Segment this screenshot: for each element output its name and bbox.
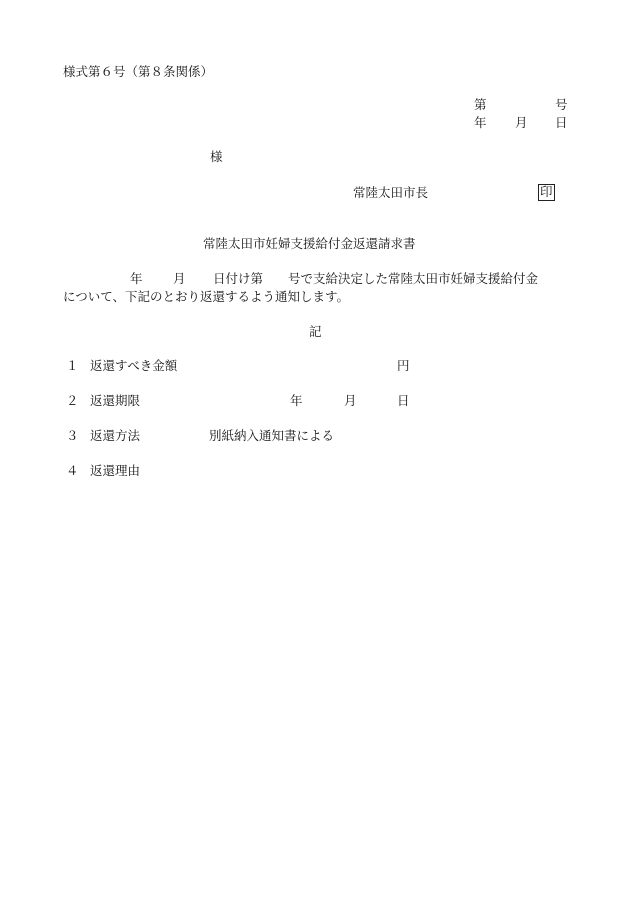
body-line2: について、下記のとおり返還するよう通知します。 bbox=[63, 289, 350, 304]
item-3-number: ３ bbox=[66, 428, 79, 443]
item-1-label: 返還すべき金額 bbox=[90, 358, 178, 373]
form-label: 様式第６号（第８条関係） bbox=[63, 64, 214, 79]
item-4-number: ４ bbox=[66, 463, 79, 478]
document-title: 常陸太田市妊婦支援給付金返還請求書 bbox=[203, 236, 416, 251]
body-month: 月 bbox=[173, 271, 186, 286]
item-3-value: 別紙納入通知書による bbox=[209, 428, 335, 443]
item-3-label: 返還方法 bbox=[90, 428, 141, 443]
body-year: 年 bbox=[130, 271, 143, 286]
item-2-number: ２ bbox=[66, 393, 79, 408]
item-4-label: 返還理由 bbox=[90, 463, 141, 478]
item-2-year: 年 bbox=[290, 393, 303, 408]
date-day: 日 bbox=[555, 115, 568, 130]
date-year: 年 bbox=[474, 115, 487, 130]
date-month: 月 bbox=[515, 115, 528, 130]
seal-stamp: 印 bbox=[540, 184, 553, 199]
item-2-month: 月 bbox=[344, 393, 357, 408]
number-suffix: 号 bbox=[555, 97, 568, 112]
addressee-honorific: 様 bbox=[210, 149, 223, 164]
issuer-name: 常陸太田市長 bbox=[353, 185, 429, 200]
item-2-day: 日 bbox=[397, 393, 410, 408]
number-prefix: 第 bbox=[474, 97, 487, 112]
item-1-value: 円 bbox=[397, 358, 410, 373]
ki-heading: 記 bbox=[309, 324, 322, 339]
body-line1-text: 日付け第 号で支給決定した常陸太田市妊婦支援給付金 bbox=[213, 271, 539, 286]
item-1-number: １ bbox=[66, 358, 79, 373]
item-2-label: 返還期限 bbox=[90, 393, 141, 408]
